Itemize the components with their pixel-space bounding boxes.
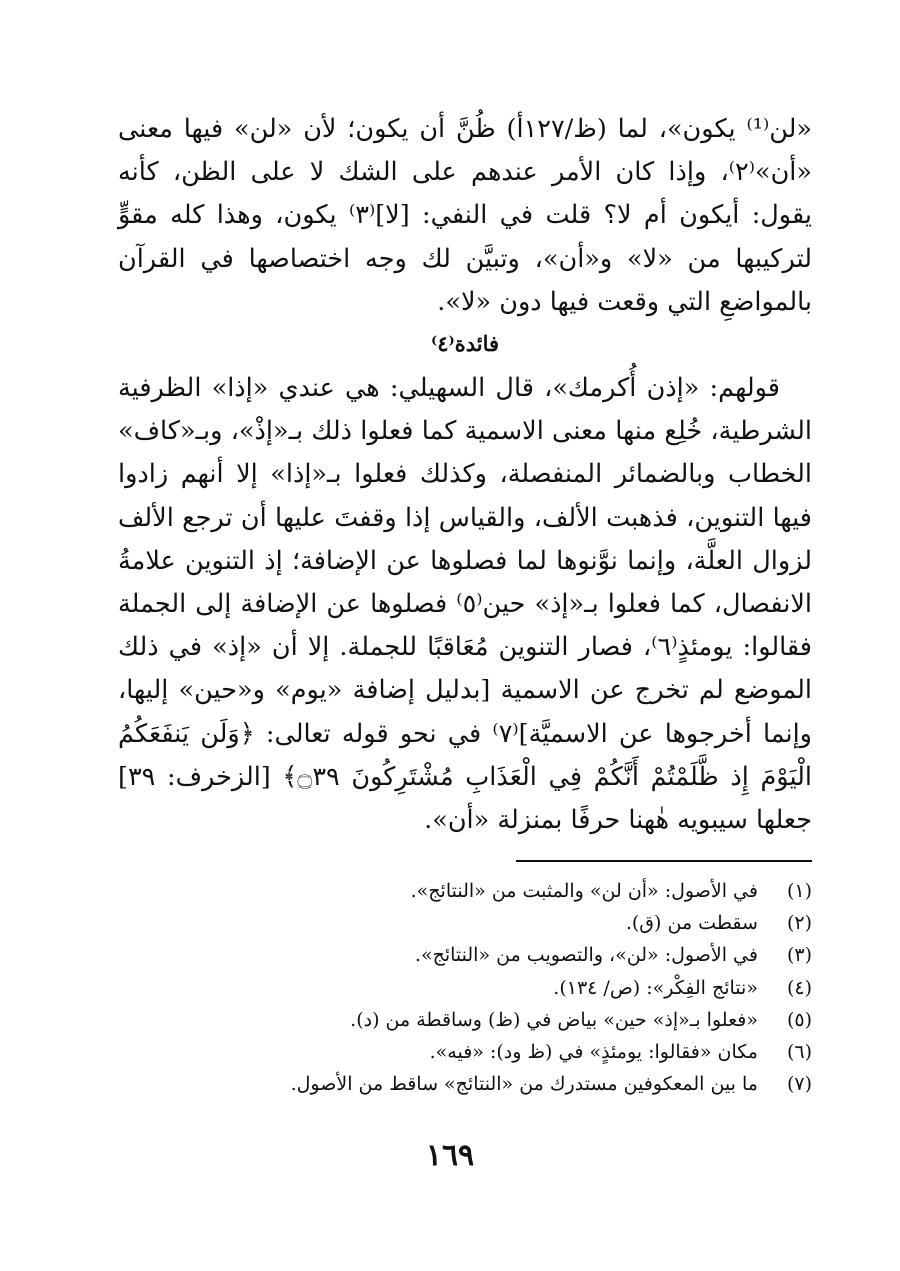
footnote-item <box>118 1004 812 1036</box>
page-number: ١٦٩ <box>425 1138 475 1173</box>
footnote-item <box>118 939 812 971</box>
footnote-text: في الأصول: «لن»، والتصويب من «النتائج». <box>414 944 758 967</box>
footnote-item <box>118 907 812 939</box>
footnote-text: في الأصول: «أن لن» والمثبت من «النتائج». <box>410 880 758 902</box>
footnote-number: (١) <box>786 880 812 902</box>
footnotes <box>118 875 812 1100</box>
footnote-item <box>118 1036 812 1068</box>
footnote-number: (٤) <box>786 976 812 999</box>
footnote-item <box>118 1068 812 1100</box>
footnote-text: سقطت من (ق). <box>625 912 758 935</box>
paragraph-1: «لن⁽¹⁾ يكون»، لما (ظ/١٢٧أ) ظُنَّ أن يكون؛ لأن «لن» فيها معنى «أن»⁽٢⁾، وإذا كان الأمر عندهم على الشك لا على الظن، كأنه يقول: أيكون أم لا؟ قلت في النفي: [لا]⁽٣⁾ يكون، وهذا كله مقوٍّ لتركيبها من «لا» و«أن»، وتبيَّن لك وجه اختصاصها في القرآن بالمواضعِ التي وقعت فيها دون «لا». <box>118 114 812 317</box>
footnote-number: (٢) <box>786 912 812 935</box>
footnote-number: (٥) <box>786 1008 812 1031</box>
footnote-text: «فعلوا بـ«إذ» حين» بياض في (ظ) وساقطة من (د). <box>350 1008 758 1031</box>
section-heading: فائدة⁽٤⁾ <box>430 331 500 357</box>
footnote-item <box>118 972 812 1004</box>
footnote-number: (٧) <box>786 1073 812 1096</box>
footnote-text: ما بين المعكوفين مستدرك من «النتائج» ساقط من الأصول. <box>290 1073 758 1096</box>
footnote-divider <box>516 860 812 862</box>
footnote-number: (٦) <box>786 1041 812 1064</box>
footnote-item <box>118 875 812 907</box>
footnote-text: «نتائج الفِكْر»: (ص/ ١٣٤). <box>553 976 758 999</box>
footnote-text: مكان «فقالوا: يومئذٍ» في (ظ ود): «فيه». <box>429 1041 758 1064</box>
footnote-number: (٣) <box>786 944 812 967</box>
paragraph-2: قولهم: «إذن أُكرمك»، قال السهيلي: هي عندي «إذا» الظرفية الشرطية، خُلِع منها معنى الاسمية كما فعلوا ذلك بـ«إذْ»، وبـ«كاف» الخطاب وبالضمائر المنفصلة، وكذلك فعلوا بـ«إذا» إلا أنهم زادوا فيها التنوين، فذهبت الألف، والقياس إذا وقفتَ عليها أن ترجع الألف لزوال العلَّة، وإنما نوَّنوها لما فصلوها عن الإضافة؛ إذ التنوين علامةُ الانفصال، كما فعلوا بـ«إذ» حين⁽٥⁾ فصلوها عن الإضافة إلى الجملة فقالوا: يومئذٍ⁽٦⁾، فصار التنوين مُعَاقبًا للجملة. إلا أن «إذ» في ذلك الموضع لم تخرج عن الاسمية [بدليل إضافة «يوم» و«حين» إليها، وإنما أخرجوها عن الاسميَّة]⁽٧⁾ في نحو قوله تعالى: ﴿وَلَن يَنفَعَكُمُ الْيَوْمَ إِذ ظَّلَمْتُمْ أَنَّكُمْ فِي الْعَذَابِ مُشْتَرِكُونَ ۝٣٩﴾ [الزخرف: ٣٩] جعلها سيبويه هٰهنا حرفًا بمنزلة «أن». <box>118 373 813 836</box>
main-text <box>118 108 812 842</box>
